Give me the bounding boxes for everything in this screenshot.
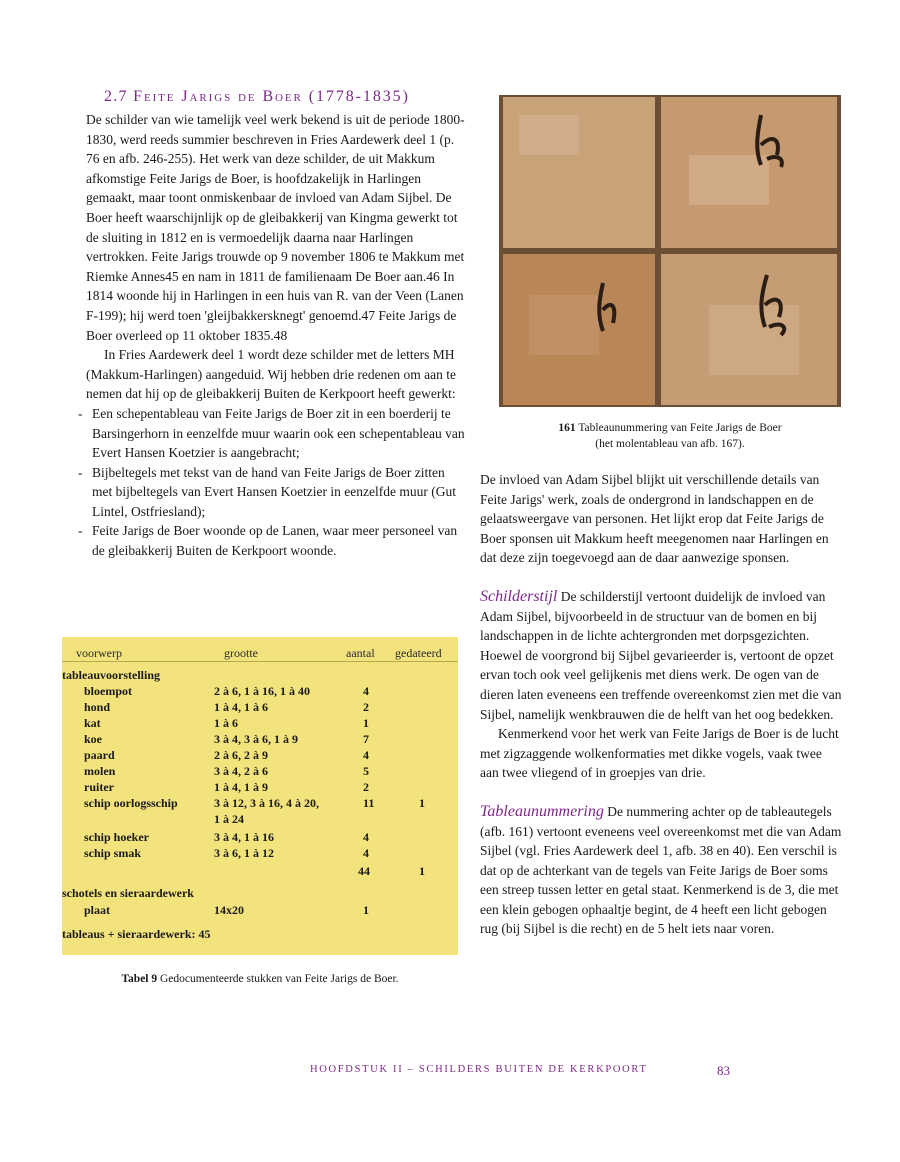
paragraph-intro: De schilder van wie tamelijk veel werk bekend is uit de periode 1800-1830, werd reeds summier beschreven in Fries Aardewerk deel 1 (p. 76 en afb. 246-255). Het werk van deze schilder, de uit Makkum afkomstige Feite Jarigs de Boer, is hoofdzakelijk in Harlingen gemaakt, maar toont onmiskenbaar de invloed van Adam Sijbel. De Boer heeft waarschijnlijk op de gleibakkerij van Kingma gewerkt tot de sluiting in 1812 en is vermoedelijk daarna naar Harlingen vertrokken. Feite Jarigs trouwde op 9 november 1806 te Makkum met Riemke Annes45 en nam in 1811 de familienaam De Boer aan.46 In 1814 woonde hij in Harlingen in een huis van R. van der Veen (Lanen F-199); hij werd toen 'gleijbakkersknegt' genoemd.47 Feite Jarigs de Boer overleed op 11 oktober 1835.48	[86, 112, 465, 343]
cell-count: 4	[363, 684, 369, 698]
tile-back-image	[499, 95, 841, 407]
cell-size: 2 à 6, 1 à 16, 1 à 40	[214, 684, 310, 698]
table-row	[62, 748, 458, 764]
table-row	[62, 716, 458, 732]
table-row	[62, 830, 458, 846]
cell-size: 3 à 4, 3 à 6, 1 à 9	[214, 732, 298, 746]
cell-count: 7	[363, 732, 369, 746]
table-row	[62, 903, 458, 919]
cell-item: schip oorlogsschip	[84, 796, 178, 810]
subtotal-count: 44	[358, 864, 370, 878]
table-caption-text: Gedocumenteerde stukken van Feite Jarigs de Boer.	[160, 973, 399, 985]
photo-caption	[499, 420, 841, 452]
table-row	[62, 812, 458, 828]
cell-count: 4	[363, 830, 369, 844]
list-item: - Bijbeltegels met tekst van de hand van Feite Jarigs de Boer zitten met bijbeltegels van Evert Hansen Koetzier in eenzelfde muur (Gut Lintel, Ostfriesland);	[86, 463, 468, 522]
subheading-schilderstijl: Schilderstijl	[480, 587, 558, 605]
caption-line2: (het molentableau van afb. 167).	[595, 438, 745, 450]
table-row	[62, 886, 458, 902]
right-column	[480, 470, 842, 939]
section-title: Feite Jarigs de Boer (1778-1835)	[133, 88, 410, 105]
page-number: 83	[717, 1063, 730, 1078]
tile-photo	[499, 95, 841, 407]
cell-count: 2	[363, 700, 369, 714]
subtotal-dated: 1	[419, 864, 425, 878]
cell-item: bloempot	[84, 684, 132, 698]
table-total	[62, 927, 458, 943]
paragraph-numbering	[480, 802, 842, 939]
paragraph-influence: De invloed van Adam Sijbel blijkt uit verschillende details van Feite Jarigs' werk, zoals de ondergrond in landschappen en de gelaatsweergave van personen. Het lijkt erop dat Feite Jarigs de Boer sponsen uit Makkum heeft meegenomen naar Harlingen en dat deze zijn toegevoegd aan de daar aanwezige sponsen.	[480, 472, 829, 566]
table-header	[62, 639, 458, 662]
cell-count: 5	[363, 764, 369, 778]
cell-count: 2	[363, 780, 369, 794]
cell-size: 3 à 4, 2 à 6	[214, 764, 268, 778]
table-row	[62, 700, 458, 716]
cell-count: 11	[363, 796, 375, 810]
col-header-aantal: aantal	[346, 646, 375, 660]
section-heading	[104, 88, 464, 106]
table-row	[62, 764, 458, 780]
list-item: - Een schepentableau van Feite Jarigs de Boer zit in een boerderij te Barsingerhorn in eenzelfde muur waarin ook een schepentableau van Evert Hansen Koetzier is aangebracht;	[86, 404, 468, 463]
reasons-list	[86, 404, 468, 561]
style-text: De schilderstijl vertoont duidelijk de invloed van Adam Sijbel, bijvoorbeeld in de structuur van de bomen en bij landschappen in de lichte achtergronden met dorpsgezichten. Hoewel de voorgrond bij Sijbel gevarieerder is, vertoont de opzet ervan toch ook veel gelijkenis met diens werk. De ogen van de dieren laten eveneens een treffende overeenkomst zien met die van Sijbel, namelijk wenkbrauwen die de helft van het oog bedekken.	[480, 588, 842, 722]
cell-item: koe	[84, 732, 102, 746]
cell-size: 3 à 6, 1 à 12	[214, 846, 274, 860]
cell-size: 3 à 4, 1 à 16	[214, 830, 274, 844]
cell-item: molen	[84, 764, 116, 778]
left-column	[86, 110, 468, 561]
cell-size-continued: 1 à 24	[214, 812, 244, 826]
cell-size: 2 à 6, 2 à 9	[214, 748, 268, 762]
cell-dated: 1	[419, 796, 425, 810]
numbering-text: De nummering achter op de tableautegels (afb. 161) vertoont eveneens veel overeenkomst met die van Adam Sijbel (vgl. Fries Aardewerk deel 1, afb. 38 en 40). Een verschil is dat op de achterkant van de tegels van Feite Jarigs de Boer soms een streep tussen letter en getal staat. Kenmerkend is de 3, die met een klein gebogen ophaaltje begint, de 4 heeft een licht gebogen rug (bij Sijbel is die recht) en de 5 helt iets naar voren.	[480, 803, 842, 937]
cell-item: ruiter	[84, 780, 114, 794]
paragraph-letters: In Fries Aardewerk deel 1 wordt deze schilder met de letters MH (Makkum-Harlingen) aangeduid. Wij hebben drie redenen om aan te nemen dat hij op de gleibakkerij Buiten de Kerkpoort heeft gewerkt:	[86, 347, 456, 402]
caption-number: 161	[558, 422, 576, 434]
paragraph-style	[480, 587, 842, 724]
cell-size: 1 à 4, 1 à 9	[214, 780, 268, 794]
cell-count: 1	[363, 716, 369, 730]
group-label: tableauvoorstelling	[62, 668, 160, 682]
col-header-voorwerp: voorwerp	[76, 646, 122, 660]
cell-count: 4	[363, 748, 369, 762]
table-9	[62, 637, 458, 955]
caption-line1: Tableaunummering van Feite Jarigs de Boer	[578, 422, 782, 434]
subheading-tableaunummering: Tableaunummering	[480, 802, 604, 820]
cell-item: schip hoeker	[84, 830, 150, 844]
col-header-grootte: grootte	[224, 646, 258, 660]
group-label: schotels en sieraardewerk	[62, 886, 194, 900]
running-footer: HOOFDSTUK II – SCHILDERS BUITEN DE KERKPOORT	[310, 1064, 648, 1075]
cell-item: paard	[84, 748, 115, 762]
col-header-gedateerd: gedateerd	[395, 646, 442, 660]
table-row	[62, 668, 458, 684]
cell-item: hond	[84, 700, 111, 714]
paragraph-clouds: Kenmerkend voor het werk van Feite Jarigs de Boer is de lucht met zigzaggende wolkenformaties met dikke vogels, vaak twee aan twee vliegend of in groepjes van drie.	[480, 726, 839, 781]
table-row	[62, 846, 458, 862]
cell-item: schip smak	[84, 846, 142, 860]
table-row-subtotal	[62, 864, 458, 880]
cell-size: 1 à 4, 1 à 6	[214, 700, 268, 714]
cell-count: 1	[363, 903, 369, 917]
cell-size: 1 à 6	[214, 716, 238, 730]
table-caption	[62, 973, 458, 985]
cell-size: 14x20	[214, 903, 244, 917]
list-item: - Feite Jarigs de Boer woonde op de Lanen, waar meer personeel van de gleibakkerij Buiten de Kerkpoort woonde.	[86, 521, 468, 560]
cell-size: 3 à 12, 3 à 16, 4 à 20,	[214, 796, 319, 810]
table-row	[62, 684, 458, 700]
table-row	[62, 796, 458, 812]
cell-item: kat	[84, 716, 101, 730]
table-row	[62, 780, 458, 796]
total-label: tableaus + sieraardewerk: 45	[62, 927, 211, 941]
cell-count: 4	[363, 846, 369, 860]
section-number: 2.7	[104, 88, 128, 105]
table-row	[62, 732, 458, 748]
cell-item: plaat	[84, 903, 111, 917]
table-caption-label: Tabel 9	[121, 973, 158, 985]
